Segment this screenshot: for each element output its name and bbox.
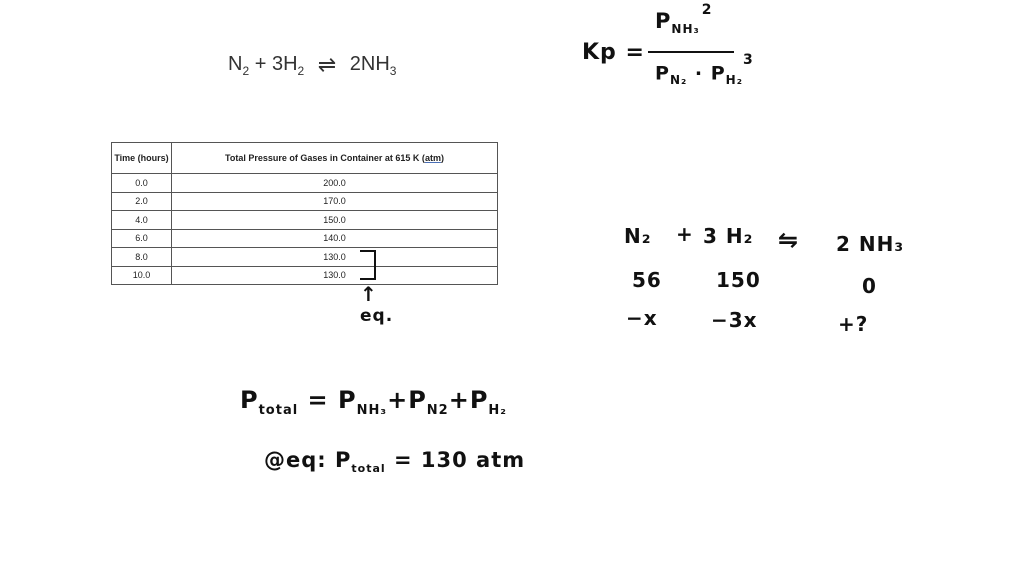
ice-change-h2: −3x <box>711 308 758 332</box>
reactant-n2: N <box>228 53 243 75</box>
product-nh3: 2NH <box>349 53 390 75</box>
cell-pressure: 170.0 <box>172 192 498 211</box>
equilibrium-bracket <box>360 250 376 280</box>
equilibrium-pressure-line: @eq: $P_{total} = 130$ atm <box>264 448 526 476</box>
cell-pressure: 130.0 <box>172 248 498 267</box>
table-row <box>112 248 498 267</box>
cell-pressure: 150.0 <box>172 211 498 230</box>
ice-initial-n2: 56 <box>632 268 662 292</box>
cell-time: 10.0 <box>112 266 172 285</box>
kp-label: Kp = <box>582 40 645 65</box>
ice-nh3: 2 NH₃ <box>836 232 905 256</box>
reaction-equation: $N_2 + 3H_2$ ⇌ $2NH_3$ <box>228 52 397 78</box>
ice-change-nh3: +? <box>838 312 869 336</box>
kp-denominator: $P_{N_2} \cdot P_{H_2}^3$ <box>655 52 754 88</box>
ice-n2: N₂ <box>624 224 652 248</box>
ice-initial-h2: 150 <box>716 268 761 292</box>
ice-change-n2: −x <box>626 306 658 330</box>
ice-equilibrium-arrow-icon: ⇋ <box>778 226 800 254</box>
cell-time: 8.0 <box>112 248 172 267</box>
table-row <box>112 266 498 285</box>
reactant-h2: 3H <box>271 53 298 75</box>
cell-pressure: 140.0 <box>172 229 498 248</box>
cell-pressure: 130.0 <box>172 266 498 285</box>
table-row <box>112 229 498 248</box>
ice-h2: 3 H₂ <box>703 224 754 248</box>
cell-time: 0.0 <box>112 174 172 193</box>
table-row <box>112 174 498 193</box>
total-pressure-equation: $P_{total} = P_{NH_3}+P_{N2}+P_{H_2}$ <box>240 386 507 418</box>
cell-time: 4.0 <box>112 211 172 230</box>
column-header-pressure: Total Pressure of Gases in Container at 615 K (atm) <box>172 143 498 174</box>
table-header-row <box>112 143 498 174</box>
equilibrium-arrow-icon: ⇌ <box>317 52 337 77</box>
ice-plus: + <box>676 222 694 246</box>
table-row <box>112 211 498 230</box>
cell-pressure: 200.0 <box>172 174 498 193</box>
column-header-time: Time (hours) <box>112 143 172 174</box>
table-row <box>112 192 498 211</box>
up-arrow-icon: ↑ <box>360 282 378 306</box>
fraction-bar <box>648 51 734 53</box>
cell-time: 6.0 <box>112 229 172 248</box>
eq-annotation: eq. <box>360 306 394 326</box>
kp-numerator: $P_{NH_3}^2$ <box>655 2 713 37</box>
cell-time: 2.0 <box>112 192 172 211</box>
pressure-data-table <box>111 142 498 285</box>
ice-initial-nh3: 0 <box>862 274 877 298</box>
